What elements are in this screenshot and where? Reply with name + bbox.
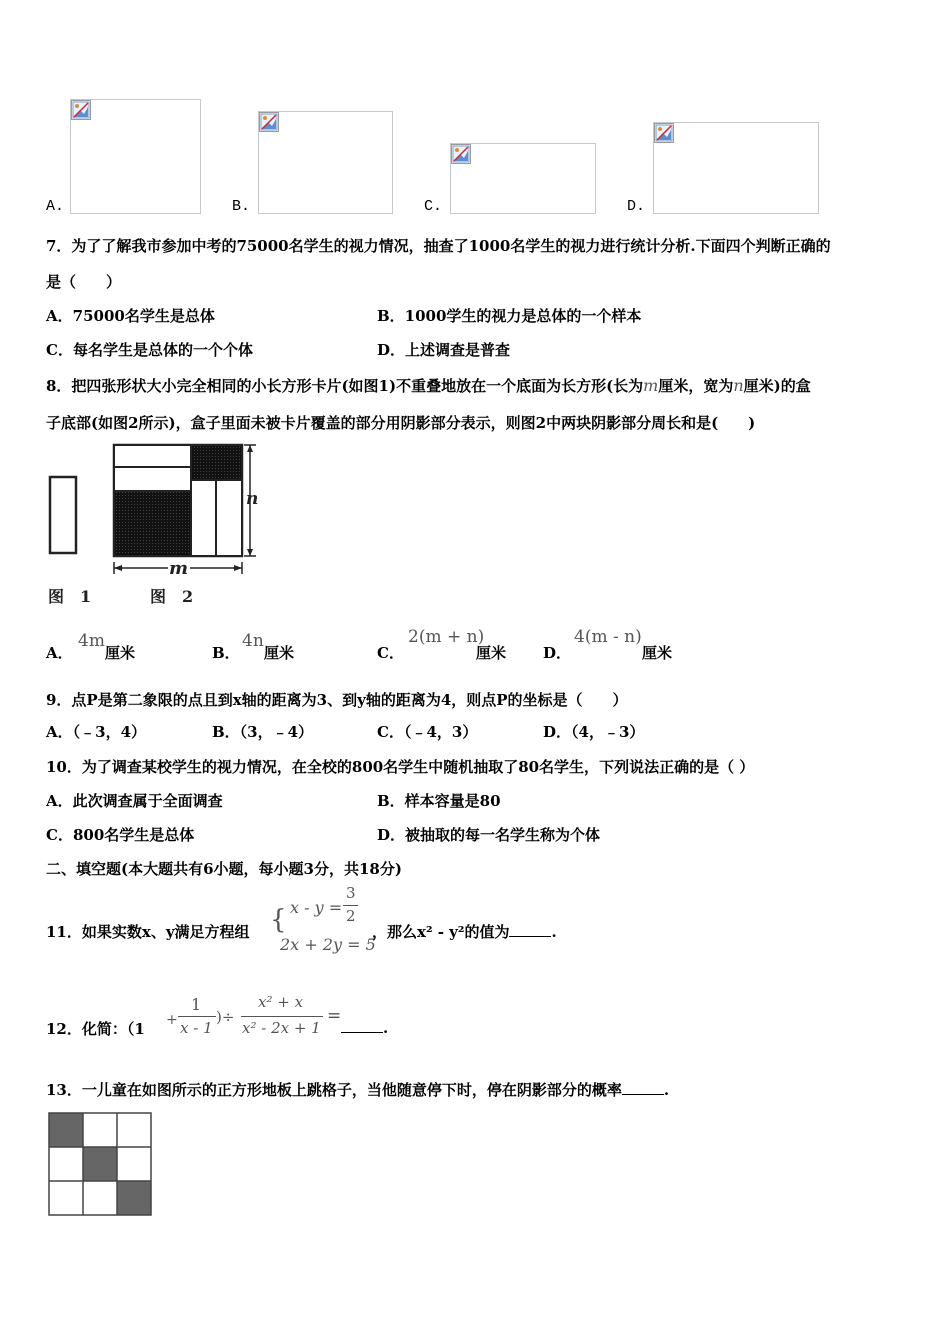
broken-image-icon	[71, 100, 91, 120]
q11-eq1-num: 3	[346, 884, 356, 902]
broken-image-icon	[654, 123, 674, 143]
q8-var-n: n	[733, 376, 744, 395]
q6-option-b-image	[258, 111, 393, 214]
q8-stem-line1	[46, 375, 811, 396]
q12-answer-blank[interactable]	[341, 1018, 383, 1033]
q8-stem-part1: 8．把四张形状大小完全相同的小长方形卡片(如图1)不重叠地放在一个底面为长方形(长为	[46, 377, 644, 395]
figure2-card-top2	[114, 467, 191, 491]
q10-option-c: C．800名学生是总体	[46, 826, 195, 844]
q8-option-d-label: D．	[543, 644, 572, 662]
q8-option-a-expr: 4m	[78, 631, 105, 651]
q13-stem	[46, 1079, 669, 1100]
q8-option-b-expr: 4n	[242, 631, 264, 651]
q11-eq1-den: 2	[346, 907, 356, 925]
section2-heading: 二、填空题(本大题共有6小题，每小题3分，共18分)	[46, 860, 402, 878]
q8-option-c-label: C．	[377, 644, 404, 662]
q12-end: .	[383, 1019, 389, 1037]
q7-stem-line1: 7．为了了解我市参加中考的75000名学生的视力情况，抽查了1000名学生的视力进行统计分析.下面四个判断正确的	[46, 237, 831, 255]
q11-end: .	[551, 923, 557, 941]
q12-equals: =	[327, 1006, 342, 1026]
q11-brace-icon: {	[270, 905, 287, 935]
figure2-card-vertical1	[191, 480, 216, 556]
q7-stem-line2: 是（ ）	[46, 273, 122, 291]
q10-stem: 10．为了调查某校学生的视力情况，在全校的800名学生中随机抽取了80名学生，下列说法正确的是（ ）	[46, 758, 755, 776]
figure2-card-top1	[114, 445, 191, 467]
q13-stem-text: 13．一儿童在如图所示的正方形地板上跳格子，当他随意停下时，停在阴影部分的概率	[46, 1081, 622, 1099]
q8-option-a-unit: 厘米	[105, 644, 136, 662]
figure2-m-label: m	[169, 558, 189, 579]
figure2-shaded-top-right	[192, 446, 241, 480]
figure2-shaded-bottom-left	[115, 492, 191, 555]
q12-f2-num: x² + x	[258, 993, 304, 1011]
q8-figure	[40, 440, 270, 610]
q9-option-b: B．（3，﹣4）	[212, 723, 314, 741]
q8-option-c-unit: 厘米	[476, 644, 507, 662]
grid-cell-shaded	[49, 1113, 83, 1147]
q8-option-b-label: B．	[212, 644, 240, 662]
figure2-n-label: n	[246, 489, 259, 509]
q6-option-d-label: D.	[627, 198, 646, 215]
q11-eq2: 2x + 2y = 5	[280, 935, 376, 954]
grid-cell-shaded	[117, 1181, 151, 1215]
q11-suffix	[372, 921, 557, 942]
q6-option-a-image	[70, 99, 201, 214]
q9-stem: 9．点P是第二象限的点且到x轴的距离为3、到y轴的距离为4，则点P的坐标是（ ）	[46, 691, 628, 709]
q8-option-b-unit: 厘米	[264, 644, 295, 662]
q10-option-b: B．样本容量是80	[377, 792, 501, 810]
q11-answer-blank[interactable]	[509, 922, 551, 937]
q10-option-d: D．被抽取的每一名学生称为个体	[377, 826, 601, 844]
q8-option-a-label: A．	[46, 644, 73, 662]
q8-var-m: m	[643, 376, 659, 395]
figure2-caption: 图 2	[150, 587, 194, 606]
figure1-card	[50, 477, 76, 553]
q6-option-d-image	[653, 122, 819, 214]
q9-option-c: C．（﹣4，3）	[377, 723, 478, 741]
q8-stem-part3: 厘米)的盒	[743, 377, 811, 395]
q12-f1-num: 1	[191, 995, 202, 1014]
q7-option-d: D．上述调查是普查	[377, 341, 511, 359]
q7-option-b: B．1000学生的视力是总体的一个样本	[377, 307, 642, 325]
q6-option-c-label: C.	[424, 198, 443, 215]
q6-option-b-label: B.	[232, 198, 251, 215]
q13-floor-grid	[48, 1112, 154, 1218]
figure1-caption: 图 1	[48, 587, 92, 606]
q13-answer-blank[interactable]	[622, 1080, 664, 1095]
q12-f1-den: x - 1	[180, 1019, 213, 1037]
q8-option-d-expr: 4(m - n)	[574, 627, 642, 647]
q11-fraction-bar	[343, 905, 358, 906]
q6-option-c-image	[450, 143, 596, 214]
q6-option-a-label: A.	[46, 198, 65, 215]
q12-prefix: 12．化简：（1	[46, 1020, 145, 1038]
grid-cell-shaded	[83, 1147, 117, 1181]
q12-plus: +	[166, 1012, 178, 1028]
q12-f2-den: x² - 2x + 1	[242, 1019, 321, 1037]
q12-f1-bar	[178, 1016, 216, 1017]
q7-option-c: C．每名学生是总体的一个个体	[46, 341, 253, 359]
q10-option-a: A．此次调查属于全面调查	[46, 792, 223, 810]
broken-image-icon	[451, 144, 471, 164]
q7-option-a: A．75000名学生是总体	[46, 307, 215, 325]
q12-f2-bar	[241, 1016, 323, 1017]
q8-stem-part2: 厘米，宽为	[658, 377, 734, 395]
q13-end: .	[663, 1081, 670, 1099]
q11-prefix: 11．如果实数x、y满足方程组	[46, 923, 250, 941]
figure2-card-vertical2	[216, 480, 242, 556]
q9-option-d: D．（4，﹣3）	[543, 723, 645, 741]
q11-eq1-lhs: x - y =	[290, 898, 343, 917]
broken-image-icon	[259, 112, 279, 132]
q8-stem-line2: 子底部(如图2所示)，盒子里面未被卡片覆盖的部分用阴影部分表示，则图2中两块阴影部分周长和是( )	[46, 414, 756, 432]
q12-close-div: )÷	[216, 1008, 235, 1026]
q8-option-c-expr: 2(m + n)	[408, 627, 485, 647]
q11-suffix-text: ，那么x² - y²的值为	[372, 923, 510, 941]
q9-option-a: A．（﹣3，4）	[46, 723, 147, 741]
q8-option-d-unit: 厘米	[642, 644, 673, 662]
q12-answer	[341, 1018, 388, 1037]
